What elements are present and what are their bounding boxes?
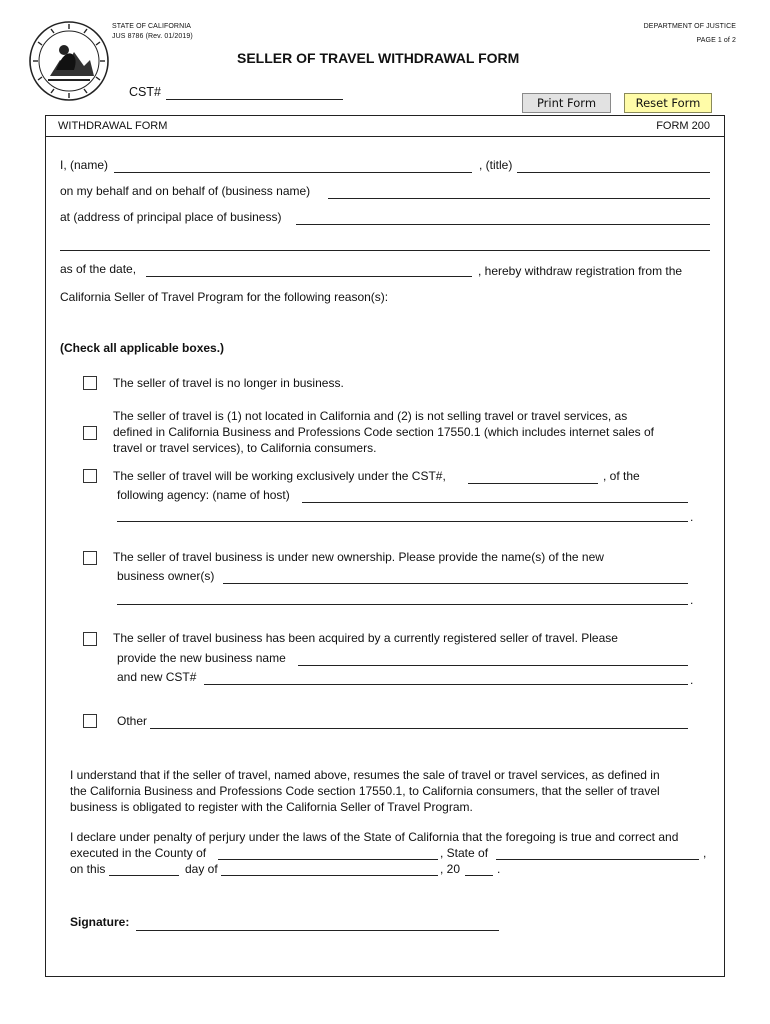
- declaration-p2-line1: I declare under penalty of perjury under the laws of the State of California that the foregoing is true and correct and: [70, 830, 679, 844]
- form-code: JUS 8786 (Rev. 01/2019): [112, 33, 193, 40]
- reset-form-button[interactable]: Reset Form: [624, 93, 712, 113]
- state-name: STATE OF CALIFORNIA: [112, 23, 192, 30]
- reason-no-longer-in-business-text: The seller of travel is no longer in business.: [113, 376, 344, 390]
- new-owner-field[interactable]: [223, 583, 688, 584]
- reason-other-checkbox[interactable]: [83, 714, 97, 728]
- reason-2-line2: defined in California Business and Professions Code section 17550.1 (which includes internet sales of: [113, 425, 654, 439]
- reason-2-line1: The seller of travel is (1) not located in California and (2) is not selling travel or travel services, as: [113, 409, 628, 423]
- department-name: DEPARTMENT OF JUSTICE: [643, 23, 736, 30]
- host-agency-name-field[interactable]: [302, 502, 688, 503]
- address-field-line1[interactable]: [296, 224, 710, 225]
- name-label: I, (name): [60, 158, 109, 172]
- new-owner-field-2[interactable]: [117, 604, 688, 605]
- page-number: PAGE 1 of 2: [696, 37, 736, 44]
- reason-no-longer-in-business-checkbox[interactable]: [83, 376, 97, 390]
- state-comma: ,: [703, 846, 707, 860]
- reason-acquired-checkbox[interactable]: [83, 632, 97, 646]
- year-field[interactable]: [465, 875, 493, 876]
- host-cst-field[interactable]: [468, 483, 598, 484]
- reason-new-ownership-checkbox[interactable]: [83, 551, 97, 565]
- reason-5-line1: The seller of travel business has been acquired by a currently registered seller of travel. Please: [113, 631, 618, 645]
- declaration-p1-line2: the California Business and Professions Code section 17550.1, to California consumers, that the seller of travel: [70, 784, 660, 798]
- reason-3-line1-end: , of the: [603, 469, 640, 483]
- reason-3-line1: The seller of travel will be working exclusively under the CST#,: [113, 469, 446, 483]
- address-field-line2[interactable]: [60, 250, 710, 251]
- reason-3-period: .: [690, 510, 694, 524]
- address-label: at (address of principal place of business): [60, 210, 282, 224]
- day-of-label: day of: [185, 862, 218, 876]
- cst-label: CST#: [129, 85, 161, 99]
- name-field[interactable]: [114, 172, 472, 173]
- year-label: , 20: [440, 862, 461, 876]
- other-reason-field[interactable]: [150, 728, 688, 729]
- reason-4-period: .: [690, 593, 694, 607]
- reason-2-line3: travel or travel services), to California consumers.: [113, 441, 377, 455]
- declaration-understanding: [70, 767, 660, 815]
- state-seal: [28, 20, 110, 102]
- frame-header-divider: [45, 136, 725, 137]
- reason-not-in-california-checkbox[interactable]: [83, 426, 97, 440]
- signature-field[interactable]: [136, 930, 499, 931]
- print-form-button[interactable]: Print Form: [522, 93, 611, 113]
- program-text: California Seller of Travel Program for the following reason(s):: [60, 290, 389, 304]
- declaration-p1-line3: business is obligated to register with the California Seller of Travel Program.: [70, 800, 473, 814]
- county-label: executed in the County of: [70, 846, 207, 860]
- business-name-label: on my behalf and on behalf of (business name): [60, 184, 311, 198]
- new-cst-field[interactable]: [204, 684, 688, 685]
- check-instruction: (Check all applicable boxes.): [60, 341, 225, 355]
- on-this-label: on this: [70, 862, 106, 876]
- reason-not-in-california-text: [113, 408, 654, 456]
- declaration-p1-line1: I understand that if the seller of travel, named above, resumes the sale of travel or travel services, as defined in: [70, 768, 660, 782]
- cst-field[interactable]: [166, 99, 343, 100]
- reason-5-line3: and new CST#: [117, 670, 197, 684]
- month-field[interactable]: [221, 875, 438, 876]
- withdraw-text: , hereby withdraw registration from the: [478, 264, 683, 278]
- title-label: , (title): [479, 158, 513, 172]
- section-label: WITHDRAWAL FORM: [58, 120, 168, 132]
- year-period: .: [497, 862, 501, 876]
- reason-5-line2: provide the new business name: [117, 651, 286, 665]
- reason-5-period: .: [690, 673, 694, 687]
- page-title: SELLER OF TRAVEL WITHDRAWAL FORM: [237, 50, 520, 66]
- signature-label: Signature:: [70, 915, 130, 929]
- host-agency-name-field-2[interactable]: [117, 521, 688, 522]
- form-number: FORM 200: [656, 120, 710, 132]
- date-field[interactable]: [146, 276, 472, 277]
- reason-other-label: Other: [117, 714, 148, 728]
- title-field[interactable]: [517, 172, 710, 173]
- new-business-name-field[interactable]: [298, 665, 688, 666]
- county-field[interactable]: [218, 859, 438, 860]
- reason-4-line2: business owner(s): [117, 569, 215, 583]
- reason-4-line1: The seller of travel business is under new ownership. Please provide the name(s) of the new: [113, 550, 604, 564]
- reason-3-line2: following agency: (name of host): [117, 488, 290, 502]
- day-field[interactable]: [109, 875, 179, 876]
- state-field[interactable]: [496, 859, 699, 860]
- date-label: as of the date,: [60, 262, 137, 276]
- reason-working-under-cst-checkbox[interactable]: [83, 469, 97, 483]
- state-label: , State of: [440, 846, 489, 860]
- business-name-field[interactable]: [328, 198, 710, 199]
